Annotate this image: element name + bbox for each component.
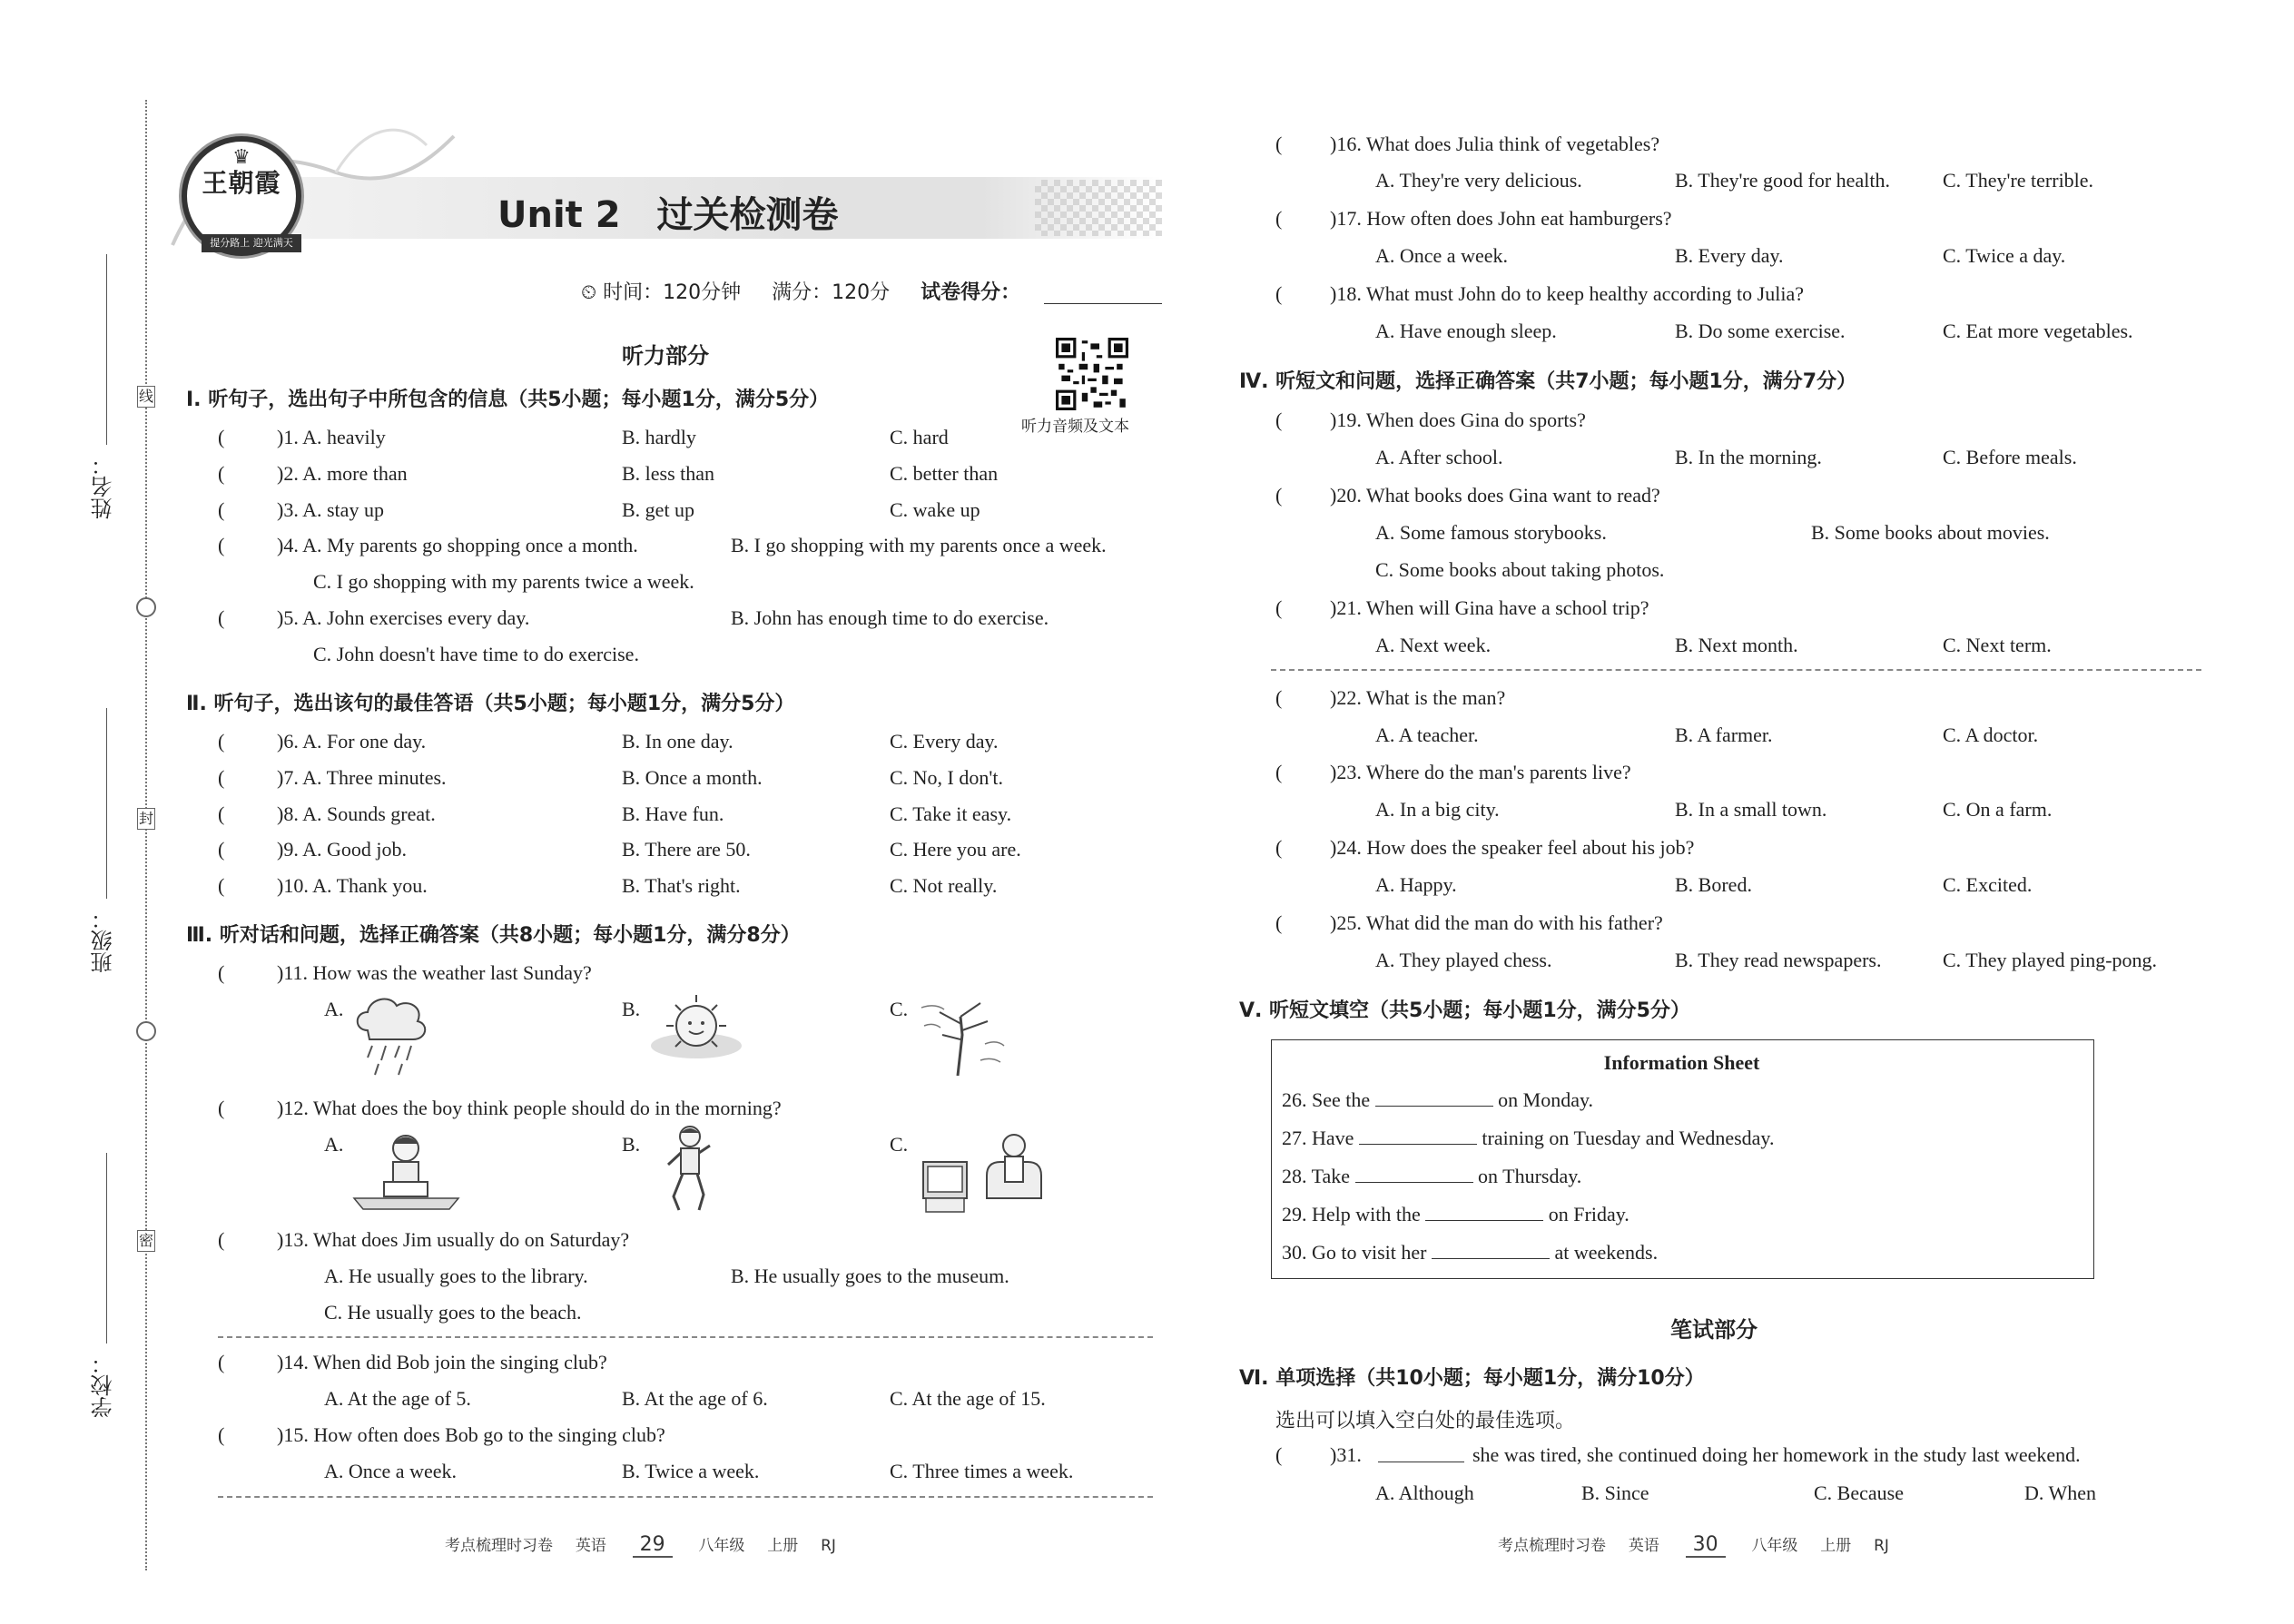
q7-answer-bracket[interactable]: (	[218, 766, 225, 789]
row28-prefix: 28. Take	[1282, 1165, 1351, 1187]
tv-sofa-icon	[919, 1126, 1046, 1216]
footer-series: 考点梳理时习卷	[445, 1537, 553, 1555]
q17-answer-bracket[interactable]: (	[1275, 207, 1283, 230]
q13-question: )13. What does Jim usually do on Saturday?	[277, 1228, 630, 1251]
binding-circle-1	[136, 597, 156, 617]
q6-option-a: )6. A. For one day.	[277, 730, 427, 753]
sun-icon	[646, 991, 746, 1064]
q21-option-b: B. Next month.	[1675, 634, 1798, 656]
school-label: 学校：	[91, 1353, 116, 1418]
writing-heading: 笔试部分	[1670, 1317, 1757, 1343]
q14-option-b: B. At the age of 6.	[622, 1387, 768, 1410]
section-divider	[218, 1496, 1153, 1498]
q8-answer-bracket[interactable]: (	[218, 802, 225, 825]
q22-option-a: A. A teacher.	[1375, 723, 1479, 746]
answer-blank-29[interactable]	[1425, 1204, 1543, 1221]
q3-option-c: C. wake up	[890, 498, 980, 521]
q21-option-c: C. Next term.	[1943, 634, 2052, 656]
q31-option-c: C. Because	[1814, 1481, 1904, 1504]
q16-option-c: C. They're terrible.	[1943, 169, 2094, 192]
q18-option-a: A. Have enough sleep.	[1375, 320, 1557, 342]
answer-blank-26[interactable]	[1375, 1089, 1493, 1107]
row30-prefix: 30. Go to visit her	[1282, 1241, 1427, 1264]
row28-suffix: on Thursday.	[1478, 1165, 1582, 1187]
q11-option-c: C.	[890, 998, 909, 1020]
row26-suffix: on Monday.	[1498, 1088, 1594, 1111]
q16-answer-bracket[interactable]: (	[1275, 133, 1283, 155]
q24-answer-bracket[interactable]: (	[1275, 836, 1283, 859]
q4-option-c: C. I go shopping with my parents twice a week.	[313, 570, 694, 593]
unit-title	[497, 186, 839, 238]
q11-question: )11. How was the weather last Sunday?	[277, 961, 592, 984]
full-score: 满分：120分	[772, 281, 891, 304]
fill-row-29	[1282, 1204, 1629, 1225]
section-divider	[218, 1336, 1153, 1338]
q19-option-b: B. In the morning.	[1675, 446, 1822, 468]
q8-option-a: )8. A. Sounds great.	[277, 802, 436, 825]
q31-number: )31.	[1330, 1443, 1362, 1466]
rain-cloud-icon	[350, 989, 431, 1080]
q14-answer-bracket[interactable]: (	[218, 1351, 225, 1373]
sec1-title: Ⅰ. 听句子，选出句子中所包含的信息（共5小题；每小题1分，满分5分）	[186, 389, 830, 411]
footer-grade: 八年级	[1751, 1537, 1798, 1555]
logo-text: 王朝霞	[202, 168, 281, 198]
q21-answer-bracket[interactable]: (	[1275, 596, 1283, 619]
fill-row-26	[1282, 1089, 1593, 1110]
q12-option-a: A.	[324, 1133, 344, 1156]
q31-answer-bracket[interactable]: (	[1275, 1443, 1283, 1466]
q4-option-a: )4. A. My parents go shopping once a month.	[277, 534, 638, 556]
q14-question: )14. When did Bob join the singing club?	[277, 1351, 607, 1373]
q15-option-c: C. Three times a week.	[890, 1460, 1074, 1482]
q12-question: )12. What does the boy think people should do in the morning?	[277, 1097, 782, 1119]
q23-question: )23. Where do the man's parents live?	[1330, 761, 1631, 783]
q3-option-b: B. get up	[622, 498, 695, 521]
q17-option-b: B. Every day.	[1675, 244, 1784, 267]
q20-question: )20. What books does Gina want to read?	[1330, 484, 1660, 507]
sec6-title: Ⅵ. 单项选择（共10小题；每小题1分，满分10分）	[1239, 1367, 1705, 1390]
page-number-right: 30	[1686, 1533, 1726, 1558]
clock-icon: ⏲	[581, 281, 597, 304]
q21-question: )21. When will Gina have a school trip?	[1330, 596, 1649, 619]
q14-option-a: A. At the age of 5.	[324, 1387, 471, 1410]
footer-series: 考点梳理时习卷	[1498, 1537, 1606, 1555]
binding-mark-secret: 密	[137, 1230, 155, 1252]
q24-question: )24. How does the speaker feel about his job?	[1330, 836, 1695, 859]
school-field-line	[106, 1153, 107, 1343]
q9-answer-bracket[interactable]: (	[218, 838, 225, 861]
q3-option-a: )3. A. stay up	[277, 498, 384, 521]
class-label: 班级：	[91, 908, 116, 973]
q9-option-a: )9. A. Good job.	[277, 838, 407, 861]
q17-question: )17. How often does John eat hamburgers?	[1330, 207, 1672, 230]
q12-option-c: C.	[890, 1133, 909, 1156]
sec5-title: Ⅴ. 听短文填空（共5小题；每小题1分，满分5分）	[1239, 999, 1690, 1022]
q17-option-c: C. Twice a day.	[1943, 244, 2066, 267]
footer-subject: 英语	[1628, 1537, 1659, 1555]
q19-option-a: A. After school.	[1375, 446, 1503, 468]
q13-option-c: C. He usually goes to the beach.	[324, 1301, 582, 1324]
q25-option-c: C. They played ping-pong.	[1943, 949, 2158, 971]
q24-option-b: B. Bored.	[1675, 873, 1752, 896]
q1-option-b: B. hardly	[622, 426, 696, 448]
q5-option-a: )5. A. John exercises every day.	[277, 606, 530, 629]
q11-option-b: B.	[622, 998, 641, 1020]
row29-suffix: on Friday.	[1548, 1203, 1629, 1225]
q7-option-b: B. Once a month.	[622, 766, 763, 789]
footer-edition: RJ	[1874, 1537, 1889, 1555]
q16-option-a: A. They're very delicious.	[1375, 169, 1582, 192]
q15-answer-bracket[interactable]: (	[218, 1423, 225, 1446]
footer-right	[1498, 1532, 1889, 1556]
q1-option-a: )1. A. heavily	[277, 426, 386, 448]
unit-number: Unit 2	[497, 194, 621, 236]
sec2-title: Ⅱ. 听句子，选出该句的最佳答语（共5小题；每小题1分，满分5分）	[186, 693, 795, 715]
q2-answer-bracket[interactable]: (	[218, 462, 225, 485]
q25-option-b: B. They read newspapers.	[1675, 949, 1882, 971]
fill-row-30	[1282, 1242, 1658, 1263]
q15-option-b: B. Twice a week.	[622, 1460, 760, 1482]
name-label: 姓名：	[91, 454, 116, 519]
section-divider	[1271, 669, 2201, 671]
answer-blank-27[interactable]	[1359, 1127, 1477, 1145]
q15-question: )15. How often does Bob go to the singing club?	[277, 1423, 665, 1446]
binding-mark-line: 线	[137, 386, 155, 408]
sec3-title: Ⅲ. 听对话和问题，选择正确答案（共8小题；每小题1分，满分8分）	[186, 924, 801, 947]
q1-answer-bracket[interactable]: (	[218, 426, 225, 448]
q10-option-b: B. That's right.	[622, 874, 741, 897]
q12-option-b: B.	[622, 1133, 641, 1156]
q7-option-a: )7. A. Three minutes.	[277, 766, 447, 789]
q8-option-b: B. Have fun.	[622, 802, 724, 825]
checker-decoration	[1035, 180, 1162, 236]
q17-option-a: A. Once a week.	[1375, 244, 1508, 267]
row30-suffix: at weekends.	[1554, 1241, 1659, 1264]
q8-option-c: C. Take it easy.	[890, 802, 1012, 825]
listening-heading: 听力部分	[622, 343, 709, 369]
time-limit: 时间：120分钟	[603, 281, 742, 304]
q13-option-b: B. He usually goes to the museum.	[731, 1265, 1009, 1287]
q31-option-d: D. When	[2024, 1481, 2097, 1504]
q13-option-a: A. He usually goes to the library.	[324, 1265, 588, 1287]
row27-prefix: 27. Have	[1282, 1127, 1354, 1149]
q25-question: )25. What did the man do with his father?	[1330, 911, 1663, 934]
q4-answer-bracket[interactable]: (	[218, 534, 225, 556]
q22-question: )22. What is the man?	[1330, 686, 1506, 709]
answer-blank-30[interactable]	[1432, 1242, 1550, 1259]
boy-running-icon	[663, 1124, 717, 1215]
q18-option-b: B. Do some exercise.	[1675, 320, 1846, 342]
footer-edition: RJ	[821, 1537, 836, 1555]
logo-ribbon: 提分路上 迎光满天	[202, 234, 301, 252]
row29-prefix: 29. Help with the	[1282, 1203, 1421, 1225]
q6-answer-bracket[interactable]: (	[218, 730, 225, 753]
binding-dotted-line	[145, 100, 147, 1570]
q19-option-c: C. Before meals.	[1943, 446, 2077, 468]
q20-option-a: A. Some famous storybooks.	[1375, 521, 1607, 544]
q20-option-b: B. Some books about movies.	[1811, 521, 2050, 544]
row26-prefix: 26. See the	[1282, 1088, 1371, 1111]
q16-question: )16. What does Julia think of vegetables?	[1330, 133, 1660, 155]
q18-question: )18. What must John do to keep healthy according to Julia?	[1330, 282, 1804, 305]
q2-option-a: )2. A. more than	[277, 462, 408, 485]
footer-subject: 英语	[575, 1537, 606, 1555]
qr-caption: 听力音频及文本	[1021, 418, 1129, 436]
q14-option-c: C. At the age of 15.	[890, 1387, 1046, 1410]
row27-suffix: training on Tuesday and Wednesday.	[1482, 1127, 1775, 1149]
q16-option-b: B. They're good for health.	[1675, 169, 1890, 192]
answer-blank-28[interactable]	[1355, 1166, 1473, 1183]
exam-info	[581, 277, 1020, 305]
fill-row-28	[1282, 1166, 1581, 1186]
footer-volume: 上册	[767, 1537, 799, 1555]
q5-answer-bracket[interactable]: (	[218, 606, 225, 629]
q18-option-c: C. Eat more vegetables.	[1943, 320, 2133, 342]
q2-option-c: C. better than	[890, 462, 999, 485]
footer-grade: 八年级	[698, 1537, 745, 1555]
windy-tree-icon	[917, 989, 1008, 1080]
q18-answer-bracket[interactable]: (	[1275, 282, 1283, 305]
q25-option-a: A. They played chess.	[1375, 949, 1552, 971]
q22-answer-bracket[interactable]: (	[1275, 686, 1283, 709]
class-field-line	[106, 708, 107, 899]
q25-answer-bracket[interactable]: (	[1275, 911, 1283, 934]
q6-option-c: C. Every day.	[890, 730, 999, 753]
q9-option-c: C. Here you are.	[890, 838, 1021, 861]
boy-reading-icon	[350, 1126, 463, 1212]
q20-option-c: C. Some books about taking photos.	[1375, 558, 1665, 581]
q24-option-c: C. Excited.	[1943, 873, 2033, 896]
q23-option-c: C. On a farm.	[1943, 798, 2053, 821]
binding-circle-2	[136, 1021, 156, 1041]
binding-mark-seal: 封	[137, 808, 155, 830]
name-field-line	[106, 254, 107, 445]
q31-sentence: she was tired, she continued doing her homework in the study last weekend.	[1472, 1443, 2081, 1466]
q11-answer-bracket[interactable]: (	[218, 961, 225, 984]
q3-answer-bracket[interactable]: (	[218, 498, 225, 521]
q7-option-c: C. No, I don't.	[890, 766, 1003, 789]
q5-option-b: B. John has enough time to do exercise.	[731, 606, 1049, 629]
exam-title: 过关检测卷	[656, 194, 839, 236]
q10-option-a: )10. A. Thank you.	[277, 874, 428, 897]
fill-row-27	[1282, 1127, 1775, 1148]
score-input-line[interactable]	[1044, 303, 1162, 304]
sec6-instruction: 选出可以填入空白处的最佳选项。	[1275, 1410, 1576, 1432]
q31-option-a: A. Although	[1375, 1481, 1474, 1504]
q1-option-c: C. hard	[890, 426, 949, 448]
information-sheet-title: Information Sheet	[1603, 1051, 1760, 1074]
q5-option-c: C. John doesn't have time to do exercise.	[313, 643, 639, 665]
q19-answer-bracket[interactable]: (	[1275, 408, 1283, 431]
q10-option-c: C. Not really.	[890, 874, 998, 897]
footer-left	[445, 1532, 836, 1556]
q2-option-b: B. less than	[622, 462, 715, 485]
q11-option-a: A.	[324, 998, 344, 1020]
q10-answer-bracket[interactable]: (	[218, 874, 225, 897]
q23-option-a: A. In a big city.	[1375, 798, 1500, 821]
q24-option-a: A. Happy.	[1375, 873, 1457, 896]
q23-answer-bracket[interactable]: (	[1275, 761, 1283, 783]
q9-option-b: B. There are 50.	[622, 838, 751, 861]
q4-option-b: B. I go shopping with my parents once a week.	[731, 534, 1107, 556]
q12-answer-bracket[interactable]: (	[218, 1097, 225, 1119]
q15-option-a: A. Once a week.	[324, 1460, 457, 1482]
q22-option-c: C. A doctor.	[1943, 723, 2039, 746]
score-label: 试卷得分：	[921, 281, 1021, 304]
footer-volume: 上册	[1820, 1537, 1852, 1555]
q19-question: )19. When does Gina do sports?	[1330, 408, 1586, 431]
q23-option-b: B. In a small town.	[1675, 798, 1827, 821]
page-number-left: 29	[633, 1533, 673, 1558]
crown-icon: ♛	[232, 145, 251, 168]
q21-option-a: A. Next week.	[1375, 634, 1492, 656]
q22-option-b: B. A farmer.	[1675, 723, 1773, 746]
sec4-title: Ⅳ. 听短文和问题，选择正确答案（共7小题；每小题1分，满分7分）	[1239, 370, 1857, 393]
q6-option-b: B. In one day.	[622, 730, 733, 753]
qr-code-icon[interactable]	[1056, 338, 1128, 410]
q31-option-b: B. Since	[1581, 1481, 1649, 1504]
q20-answer-bracket[interactable]: (	[1275, 484, 1283, 507]
q13-answer-bracket[interactable]: (	[218, 1228, 225, 1251]
